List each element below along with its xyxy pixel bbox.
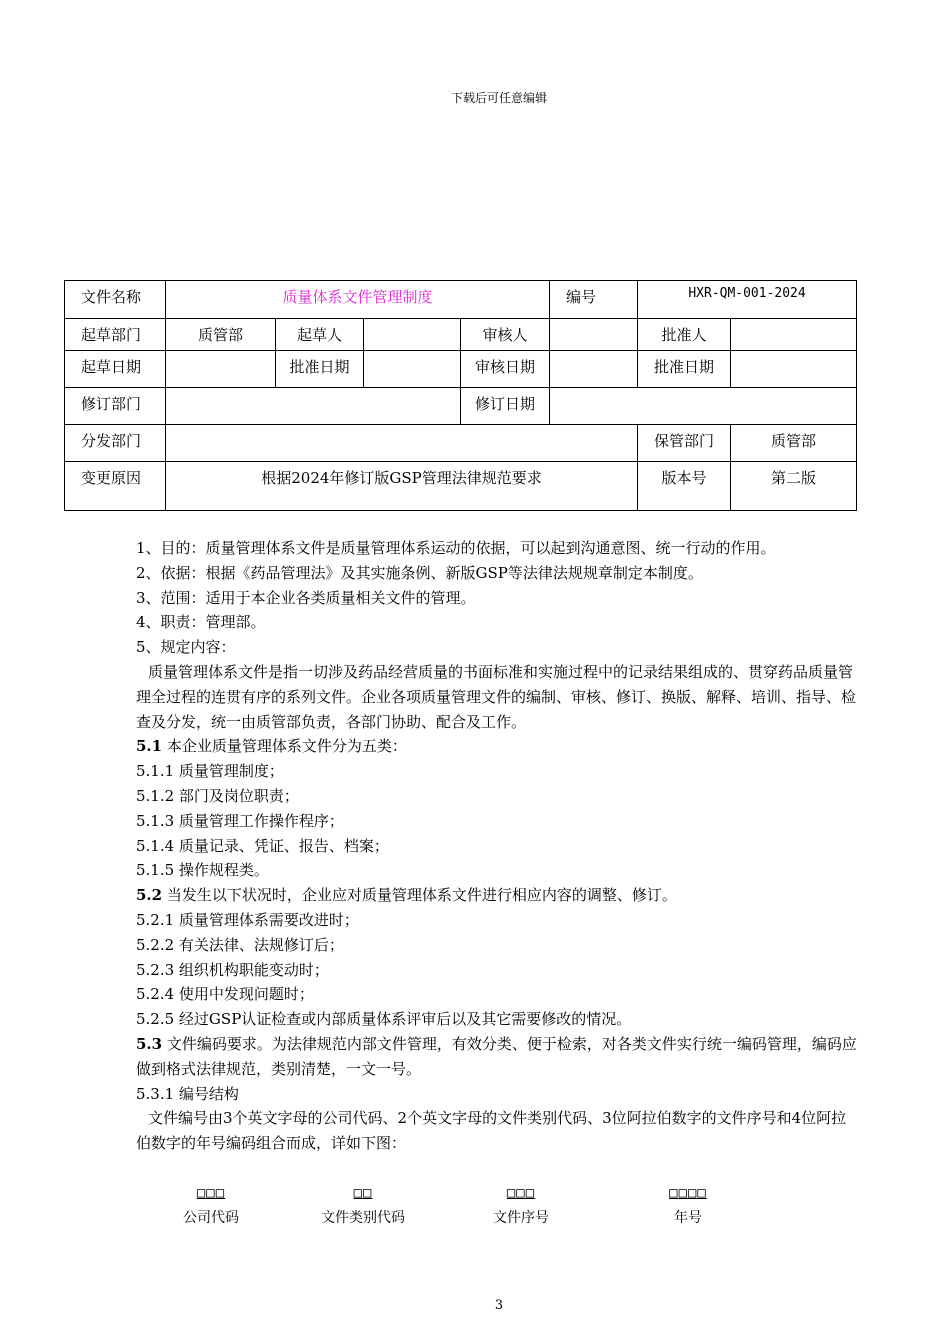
- version-value: 第二版: [731, 462, 857, 511]
- custody-dept-value: 质管部: [731, 425, 857, 462]
- revise-dept-value: [166, 388, 461, 425]
- purpose-line: 1、目的：质量管理体系文件是质量管理体系运动的依据，可以起到沟通意图、统一行动的作用。: [136, 539, 776, 557]
- change-reason-label: 变更原因: [65, 462, 166, 511]
- approve-date-label: 批准日期: [276, 351, 364, 388]
- revise-date-label: 修订日期: [461, 388, 550, 425]
- code-boxes: □□: [353, 1185, 373, 1201]
- content-heading: 5、规定内容：: [136, 638, 236, 657]
- list-item: 5.3.1 编号结构: [136, 1084, 239, 1103]
- approve-date-label-2: 批准日期: [638, 351, 731, 388]
- code-label: 文件序号: [493, 1210, 549, 1226]
- company-code-column: [141, 1185, 281, 1227]
- document-info-table: [64, 280, 857, 511]
- approve-date-value-2: [731, 351, 857, 388]
- doc-name-value: 质量体系文件管理制度: [166, 281, 550, 319]
- section-number: 5.2: [136, 886, 163, 905]
- category-code-column: [293, 1185, 433, 1227]
- section-text: 本企业质量管理体系文件分为五类：: [162, 737, 407, 756]
- list-item: 5.2.4 使用中发现问题时；: [136, 985, 314, 1004]
- draft-dept-label: 起草部门: [65, 319, 166, 351]
- section-number: 5.3: [136, 1034, 163, 1053]
- list-item: 5.2.1 质量管理体系需要改进时；: [136, 910, 359, 929]
- doc-name-label: 文件名称: [65, 281, 166, 319]
- number-label: 编号: [550, 281, 638, 319]
- section-text: 当发生以下状况时，企业应对质量管理体系文件进行相应内容的调整、修订。: [162, 886, 677, 905]
- draft-dept-value: 质管部: [166, 319, 276, 351]
- list-item: 5.1.3 质量管理工作操作程序；: [136, 811, 344, 830]
- year-code-column: [618, 1185, 758, 1227]
- list-item: 5.1.2 部门及岗位职责；: [136, 786, 299, 805]
- basis-line: 2、依据：根据《药品管理法》及其实施条例、新版GSP等法律法规规章制定本制度。: [136, 563, 703, 582]
- draft-date-label: 起草日期: [65, 351, 166, 388]
- serial-number-column: [451, 1185, 591, 1227]
- revise-dept-label: 修订部门: [65, 388, 166, 425]
- code-label: 年号: [674, 1210, 702, 1226]
- list-item: 5.2.5 经过GSP认证检查或内部质量体系评审后以及其它需要修改的情况。: [136, 1010, 632, 1029]
- approver-value: [731, 319, 857, 351]
- page-number: 3: [494, 1298, 504, 1313]
- custody-dept-label: 保管部门: [638, 425, 731, 462]
- draft-date-value: [166, 351, 276, 388]
- section-5-2: [136, 883, 860, 908]
- list-item: 5.1.1 质量管理制度；: [136, 762, 284, 781]
- list-item: 5.2.2 有关法律、法规修订后；: [136, 935, 344, 954]
- list-item: 5.1.4 质量记录、凭证、报告、档案；: [136, 836, 389, 855]
- distribute-dept-value: [166, 425, 638, 462]
- approve-date-value: [364, 351, 461, 388]
- reviewer-label: 审核人: [461, 319, 550, 351]
- drafter-label: 起草人: [276, 319, 364, 351]
- change-reason-value: 根据2024年修订版GSP管理法律规范要求: [166, 462, 638, 511]
- version-label: 版本号: [638, 462, 731, 511]
- code-boxes: □□□: [196, 1185, 226, 1201]
- approver-label: 批准人: [638, 319, 731, 351]
- list-item: 5.1.5 操作规程类。: [136, 861, 269, 880]
- header-note: 下载后可任意编辑: [450, 91, 547, 105]
- section-number: 5.1: [136, 737, 163, 756]
- drafter-value: [364, 319, 461, 351]
- section-text: 文件编码要求。为法律规范内部文件管理，有效分类、便于检索，对各类文件实行统一编码管理，编码应做到格式法律规范，类别清楚，一文一号。: [136, 1034, 857, 1078]
- document-body: [136, 536, 860, 1156]
- review-date-label: 审核日期: [461, 351, 550, 388]
- responsibility-line: 4、职责：管理部。: [136, 613, 266, 632]
- code-label: 文件类别代码: [321, 1210, 405, 1226]
- section-5-3: [136, 1032, 860, 1082]
- review-date-value: [550, 351, 638, 388]
- list-item: 5.2.3 组织机构职能变动时；: [136, 960, 329, 979]
- revise-date-value: [550, 388, 857, 425]
- code-label: 公司代码: [183, 1210, 239, 1226]
- reviewer-value: [550, 319, 638, 351]
- section-5-1: [136, 734, 860, 759]
- scope-line: 3、范围：适用于本企业各类质量相关文件的管理。: [136, 588, 476, 607]
- content-paragraph: 质量管理体系文件是指一切涉及药品经营质量的书面标准和实施过程中的记录结果组成的、贯穿药品质量管理全过程的连贯有序的系列文件。企业各项质量管理文件的编制、审核、修订、换版、解释、培训、指导、检查及分发，统一由质管部负责，各部门协助、配合及工作。: [136, 662, 857, 731]
- distribute-dept-label: 分发部门: [65, 425, 166, 462]
- number-value: HXR-QM-001-2024: [638, 281, 857, 319]
- code-boxes: □□□□: [669, 1185, 707, 1201]
- code-structure-diagram: [0, 1185, 950, 1235]
- code-boxes: □□□: [506, 1185, 536, 1201]
- numbering-paragraph: 文件编号由3个英文字母的公司代码、2个英文字母的文件类别代码、3位阿拉伯数字的文件序号和4位阿拉伯数字的年号编码组合而成，详如下图：: [136, 1109, 847, 1153]
